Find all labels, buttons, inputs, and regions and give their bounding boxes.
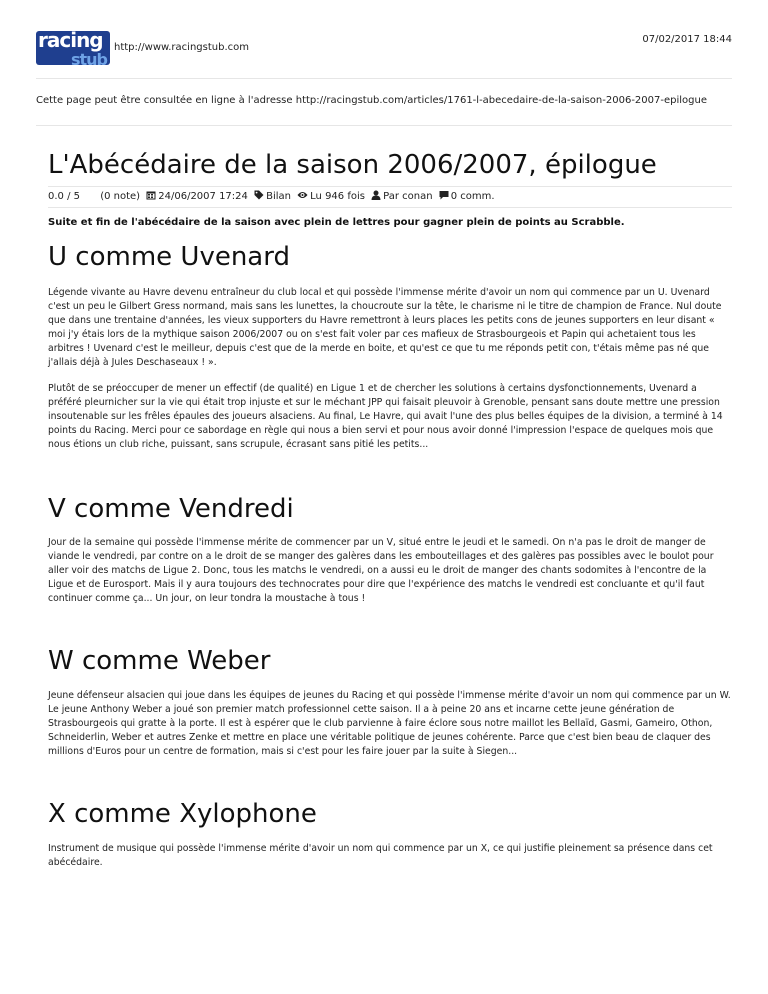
section-paragraph: Légende vivante au Havre devenu entraîneur du club local et qui possède l'immense mérite d'avoir un nom qui commence par un U. Uvenard c'est un peu le Gilbert Gress normand, mais sans les lunettes, la choucroute sur la tête, le charisme ni le titre de champion de France. Nul doute que dans une trentaine d'années, les vieux supporters du Havre remettront à leurs places les petits cons de jeunes supporters en leur disant « moi j'y étais lors de la mythique saison 2006/2007 ou on s'est fait voler par ces mafieux de Strasbourgeois et Papin qui achetaient tous les arbitres ! Uvenard c'est le meilleur, depuis c'est que de la merde en boite, et qu'est ce que tu me réponds petit con, t'étais même pas né que j'allais déjà à Jules Deschaseaux ! ». (48, 287, 722, 368)
printed-page (36, 0, 732, 906)
racingstub-logo[interactable] (36, 31, 110, 65)
section-heading: X comme Xylophone (48, 799, 317, 829)
section-u (48, 242, 732, 452)
section-heading: U comme Uvenard (48, 242, 290, 272)
section-v (48, 494, 732, 606)
author-link[interactable]: Par conan (383, 191, 433, 202)
category-link[interactable]: Bilan (266, 191, 291, 202)
article-date: 24/06/2007 17:24 (158, 191, 248, 202)
user-icon (371, 190, 381, 200)
section-paragraph: Jour de la semaine qui possède l'immense mérite de commencer par un V, situé entre le jeudi et le samedi. On n'a pas le droit de manger de viande le vendredi, par contre on a le droit de se manger des galères dans les embouteillages et des galères pas possibles avec le boulot pour aller voir des matchs de Ligue 2. Donc, tous les matchs le vendredi, on a aussi eu le droit de manger des chants sodomites à l'encontre de la Ligue et de Eurosport. Mais il y aura toujours des technocrates pour dire que l'expérience des matchs le vendredi est concluante et qu'il faut continuer comme ça... Un jour, on leur tondra la moustache à tous ! (48, 537, 714, 604)
logo-text-bottom: stub (70, 50, 107, 65)
eye-icon (297, 190, 308, 200)
section-paragraph: Jeune défenseur alsacien qui joue dans les équipes de jeunes du Racing et qui possède l'immense mérite d'avoir un nom qui commence par un W. Le jeune Anthony Weber a joué son premier match professionnel cette saison. Il a à peine 20 ans et incarne cette jeune génération de Strasbourgeois qui gratte à la porte. Il est à espérer que le club parvienne à faire éclore sous notre maillot les Bellaïd, Gasmi, Gameiro, Othon, Schneiderlin, Weber et autres Zenke et mettre en place une véritable politique de jeunes cohérente. Parce que c'est bien beau de claquer des millions d'Euros pour un centre de formation, mais si c'est pour les faire jouer par la suite à Siegen... (48, 690, 731, 757)
comment-icon (439, 190, 449, 200)
section-heading: V comme Vendredi (48, 494, 294, 524)
comment-count-link[interactable]: 0 comm. (450, 191, 495, 202)
article-meta (48, 187, 732, 208)
tag-icon (254, 190, 264, 200)
cut-off-next-heading (48, 900, 732, 906)
section-x (48, 799, 732, 870)
site-url-link[interactable]: http://www.racingstub.com (114, 42, 249, 53)
article-lead: Suite et fin de l'abécédaire de la saison avec plein de lettres pour gagner plein de points au Scrabble. (48, 217, 625, 228)
section-paragraph: Instrument de musique qui possède l'immense mérite d'avoir un nom qui commence par un X, ce qui justifie pleinement sa présence dans cet abécédaire. (48, 843, 713, 868)
logo-text-top: racing (38, 31, 103, 52)
calendar-icon (146, 190, 156, 200)
section-w (48, 646, 732, 759)
rating-value: 0.0 / 5 (48, 191, 80, 202)
rating-count: (0 note) (100, 191, 141, 202)
print-date: 07/02/2017 18:44 (642, 34, 732, 45)
print-header (36, 0, 732, 79)
online-address-note: Cette page peut être consultée en ligne à l'adresse http://racingstub.com/articles/1761-l-abecedaire-de-la-saison-2006-2007-epilogue (36, 94, 732, 126)
view-count: Lu 946 fois (310, 191, 365, 202)
article-title: L'Abécédaire de la saison 2006/2007, épilogue (48, 150, 732, 187)
section-paragraph: Plutôt de se préoccuper de mener un effectif (de qualité) en Ligue 1 et de chercher les solutions à certains dysfonctionnements, Uvenard a préféré pleurnicher sur la vie qui était trop injuste et sur le méchant JPP qui faisait pleuvoir à Grenoble, pensant sans doute mettre une pression insoutenable sur les frêles épaules des joueurs alsaciens. Au final, Le Havre, qui avait l'une des plus belles équipes de la division, a terminé à 14 points du Racing. Merci pour ce sabordage en règle qui nous a bien servi et pour nous avoir donné l'impression l'espace de quelques mois que nous étions un club riche, puissant, sans scrupule, écrasant sans pitié les petits... (48, 383, 723, 450)
section-heading: W comme Weber (48, 646, 271, 676)
